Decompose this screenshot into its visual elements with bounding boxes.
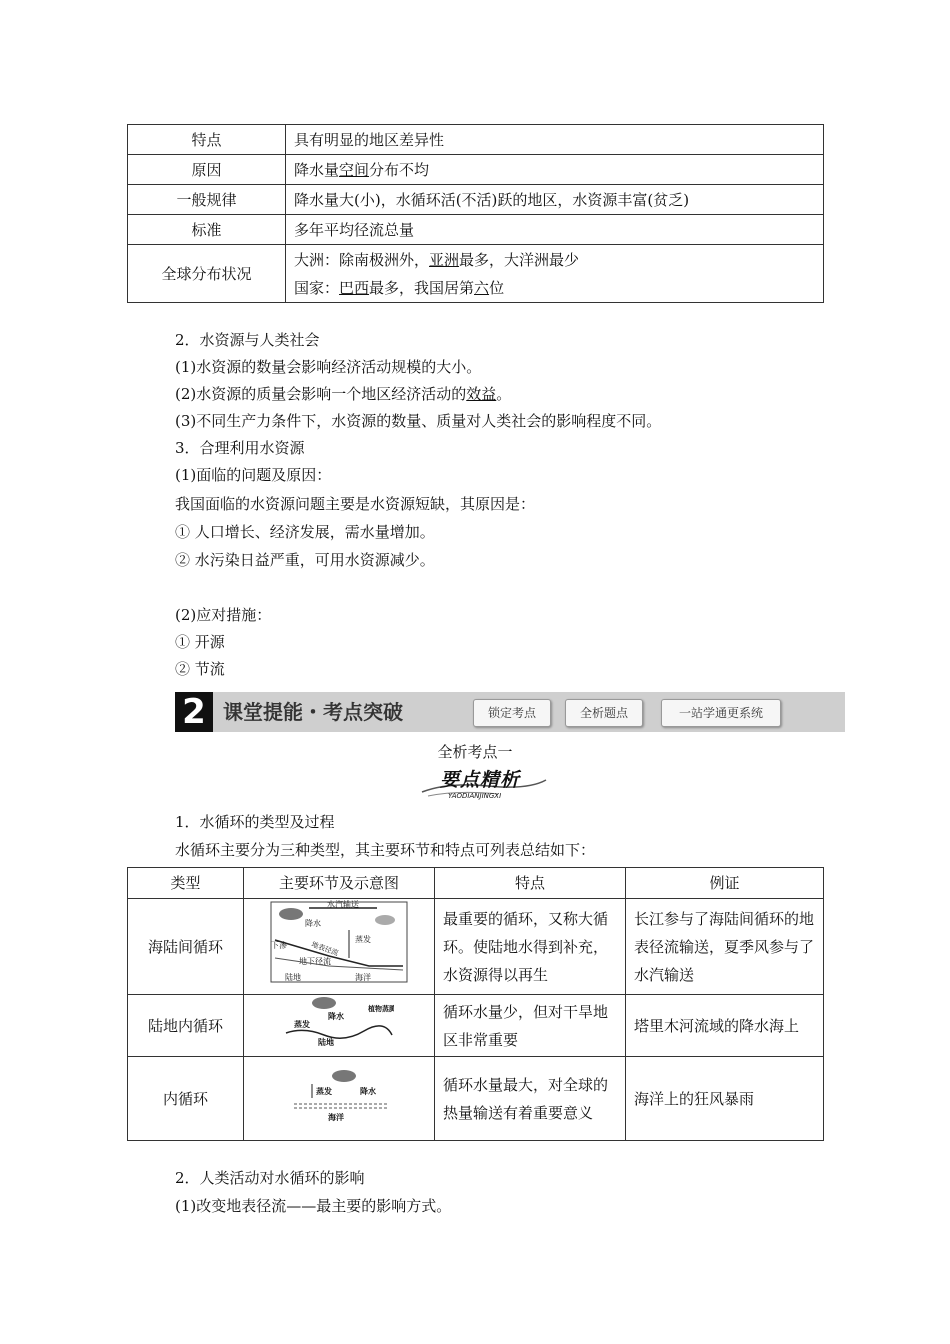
summary-table bbox=[127, 124, 824, 303]
paragraph: (3)不同生产力条件下，水资源的数量、质量对人类社会的影响程度不同。 bbox=[175, 412, 662, 430]
sea-land-cycle-diagram bbox=[269, 900, 409, 984]
cycle-example: 长江参与了海陆间循环的地表径流输送，夏季风参与了水汽输送 bbox=[626, 899, 824, 995]
header-cell: 主要环节及示意图 bbox=[244, 868, 435, 899]
label-surface-runoff: 地表径流 bbox=[310, 940, 340, 958]
analyze-topic-button[interactable]: 全析题点 bbox=[565, 699, 643, 727]
cycle-feature: 循环水量最大，对全球的热量输送有着重要意义 bbox=[435, 1057, 626, 1141]
table-row bbox=[128, 155, 824, 185]
paragraph: (1)水资源的数量会影响经济活动规模的大小。 bbox=[175, 358, 482, 376]
paragraph: ① 开源 bbox=[175, 633, 225, 651]
learn-system-button[interactable]: 一站学通更系统 bbox=[661, 699, 781, 727]
cycle-feature: 最重要的循环，又称大循环。使陆地水得到补充，水资源得以再生 bbox=[435, 899, 626, 995]
table-row bbox=[128, 995, 824, 1057]
cycle-type: 内循环 bbox=[128, 1057, 244, 1141]
paragraph: (2)应对措施： bbox=[175, 606, 272, 624]
label-ocean: 海洋 bbox=[328, 1113, 344, 1122]
water-cycle-table bbox=[127, 867, 824, 1141]
row-label: 全球分布状况 bbox=[128, 245, 286, 303]
paragraph: 我国面临的水资源问题主要是水资源短缺，其原因是： bbox=[175, 495, 536, 513]
row-label: 标准 bbox=[128, 215, 286, 245]
paragraph: (2)水资源的质量会影响一个地区经济活动的效益。 bbox=[175, 385, 512, 403]
logo-text: 要点精析 bbox=[440, 769, 521, 791]
section-banner bbox=[175, 692, 845, 732]
label-rain: 降水 bbox=[360, 1087, 376, 1096]
row-content: 大洲：除南极洲外，亚洲最多，大洋洲最少 国家：巴西最多，我国居第六位 bbox=[286, 245, 824, 303]
cycle-example: 塔里木河流域的降水海上 bbox=[626, 995, 824, 1057]
label-land: 陆地 bbox=[285, 973, 301, 982]
section-heading: 1．水循环的类型及过程 bbox=[175, 813, 335, 831]
logo-pinyin: YAODIANJINGXI bbox=[448, 792, 502, 800]
label-transpiration: 植物蒸腾 bbox=[368, 1005, 394, 1013]
table-row bbox=[128, 185, 824, 215]
label-vapor: 水汽输送 bbox=[327, 900, 359, 909]
diagram-cell bbox=[244, 995, 435, 1057]
section-heading: 3．合理利用水资源 bbox=[175, 439, 305, 457]
diagram-cell bbox=[244, 899, 435, 995]
section-heading: 2．人类活动对水循环的影响 bbox=[175, 1169, 365, 1187]
header-cell: 类型 bbox=[128, 868, 244, 899]
row-label: 特点 bbox=[128, 125, 286, 155]
header-cell: 特点 bbox=[435, 868, 626, 899]
label-groundwater: 地下径流 bbox=[299, 957, 331, 966]
table-row bbox=[128, 245, 824, 303]
cycle-type: 陆地内循环 bbox=[128, 995, 244, 1057]
diagram-cell bbox=[244, 1057, 435, 1141]
table-row bbox=[128, 899, 824, 995]
row-content: 具有明显的地区差异性 bbox=[286, 125, 824, 155]
label-evaporation: 蒸发 bbox=[355, 935, 371, 944]
analysis-title: 全析考点一 bbox=[437, 743, 513, 761]
ocean-cycle-diagram bbox=[284, 1064, 394, 1124]
label-infiltration: 下渗 bbox=[271, 941, 287, 950]
section-heading: 2．水资源与人类社会 bbox=[175, 331, 320, 349]
table-header-row bbox=[128, 868, 824, 899]
table-row bbox=[128, 215, 824, 245]
paragraph: 水循环主要分为三种类型，其主要环节和特点可列表总结如下： bbox=[175, 841, 596, 859]
banner-number: 2 bbox=[175, 692, 213, 732]
label-rain: 降水 bbox=[305, 919, 321, 928]
paragraph: ② 水污染日益严重，可用水资源减少。 bbox=[175, 551, 435, 569]
row-label: 原因 bbox=[128, 155, 286, 185]
label-land: 陆地 bbox=[318, 1038, 334, 1047]
table-row bbox=[128, 125, 824, 155]
cycle-type: 海陆间循环 bbox=[128, 899, 244, 995]
label-ocean: 海洋 bbox=[355, 973, 371, 982]
section-logo bbox=[418, 768, 550, 804]
row-label: 一般规律 bbox=[128, 185, 286, 215]
paragraph: ① 人口增长、经济发展，需水量增加。 bbox=[175, 523, 435, 541]
row-content: 多年平均径流总量 bbox=[286, 215, 824, 245]
cycle-feature: 循环水量少，但对干旱地区非常重要 bbox=[435, 995, 626, 1057]
table-row bbox=[128, 1057, 824, 1141]
cycle-example: 海洋上的狂风暴雨 bbox=[626, 1057, 824, 1141]
paragraph: ② 节流 bbox=[175, 660, 225, 678]
row-content: 降水量大(小)，水循环活(不活)跃的地区，水资源丰富(贫乏) bbox=[286, 185, 824, 215]
label-evaporation: 蒸发 bbox=[316, 1087, 332, 1096]
label-evaporation: 蒸发 bbox=[294, 1020, 310, 1029]
header-cell: 例证 bbox=[626, 868, 824, 899]
land-cycle-diagram bbox=[284, 995, 394, 1047]
paragraph: (1)改变地表径流——最主要的影响方式。 bbox=[175, 1197, 452, 1215]
label-rain: 降水 bbox=[328, 1012, 344, 1021]
lock-topic-button[interactable]: 锁定考点 bbox=[473, 699, 551, 727]
paragraph: (1)面临的问题及原因： bbox=[175, 466, 332, 484]
row-content: 降水量空间分布不均 bbox=[286, 155, 824, 185]
banner-title: 课堂提能・考点突破 bbox=[223, 700, 403, 724]
